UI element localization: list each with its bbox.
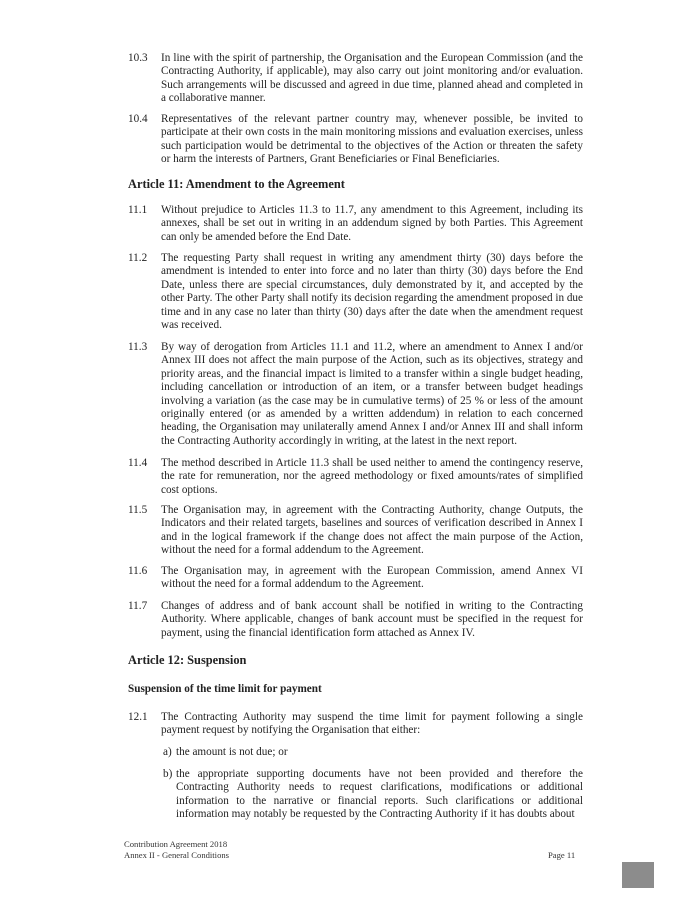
clause-text: The requesting Party shall request in writing any amendment thirty (30) days before the amendment is intended to enter into force and no later than thirty (30) days before the End Date, unless there are special circumstances, duly demonstrated by it, and accepted by the other Party. The other Party shall notify its decision regarding the amendment proposed in due time and in any case no later than thirty (30) days after the date when the amendment request was received. [161,252,583,332]
clause-number: 11.5 [128,504,148,516]
clause-text: The Organisation may, in agreement with the European Commission, amend Annex VI without the need for a formal addendum to the Agreement. [161,565,583,591]
list-item-label: b) [163,768,173,780]
clause-number: 11.4 [128,457,148,469]
clause-number: 11.6 [128,565,148,577]
clause-number: 11.1 [128,204,148,216]
list-item-label: a) [163,746,172,758]
clause-text: Changes of address and of bank account shall be notified in writing to the Contracting Authority. Where applicable, changes of bank account must be specified in the request for payment, using the financial identification form attached as Annex IV. [161,600,583,639]
footer-annex-title: Annex II - General Conditions [124,850,230,860]
clause-text: Representatives of the relevant partner country may, whenever possible, be invited to participate at their own costs in the main monitoring missions and evaluation exercises, unless such participation would be detrimental to the objectives of the Action or threaten the safety or harm the interests of Partners, Grant Beneficiaries or Final Beneficiaries. [161,113,583,166]
article-12-heading: Article 12: Suspension [128,653,247,667]
footer-page-number: Page 11 [548,850,576,860]
clause-number: 11.2 [128,252,148,264]
clause-text: In line with the spirit of partnership, the Organisation and the European Commission (and the Contracting Authority, if applicable), may also carry out joint monitoring and/or evaluation. Such arrangements will be discussed and agreed in due time, planned ahead and completed in a collaborative manner. [161,52,583,105]
clause-text: By way of derogation from Articles 11.1 and 11.2, where an amendment to Annex I and/or Annex III does not affect the main purpose of the Action, such as its objectives, strategy and priority areas, and the financial impact is limited to a transfer within a single budget heading, including cancellation or introduction of an item, or a transfer between budget headings involving a variation (as the case may be in cumulative terms) of 25 % or less of the amount originally entered (or as amended by a written addendum) in relation to each concerned heading, the Organisation may unilaterally amend Annex I and/or Annex III and shall inform the Contracting Authority accordingly in writing, at the latest in the next report. [161,341,583,447]
footer-agreement-title: Contribution Agreement 2018 [124,839,228,849]
clause-text: The Organisation may, in agreement with the Contracting Authority, change Outputs, the Indicators and their related targets, baselines and sources of verification described in Annex I and in the logical framework if the change does not affect the main purpose of the Action, without the need for a formal addendum to the Agreement. [161,504,583,557]
clause-number: 10.3 [128,52,148,64]
suspension-subheading: Suspension of the time limit for payment [128,683,322,695]
clause-number: 11.3 [128,341,148,353]
scan-marker [622,862,654,888]
list-item-text: the amount is not due; or [176,746,288,758]
clause-number: 10.4 [128,113,148,125]
list-item-text: the appropriate supporting documents have not been provided and therefore the Contracting Authority needs to request clarifications, modifications or additional information to the narrative or financial reports. Such clarifications or additional information may notably be requested by the Contracting Authority if it has doubts about [176,768,583,821]
clause-text: Without prejudice to Articles 11.3 to 11.7, any amendment to this Agreement, including its annexes, shall be set out in writing in an addendum signed by both Parties. This Agreement can only be amended before the End Date. [161,204,583,243]
clause-text: The method described in Article 11.3 shall be used neither to amend the contingency reserve, the rate for remuneration, nor the agreed methodology or fixed amounts/rates of simplified cost options. [161,457,583,496]
clause-number: 11.7 [128,600,148,612]
article-11-heading: Article 11: Amendment to the Agreement [128,177,345,191]
clause-number: 12.1 [128,711,148,723]
clause-text: The Contracting Authority may suspend the time limit for payment following a single payment request by notifying the Organisation that either: [161,711,583,737]
